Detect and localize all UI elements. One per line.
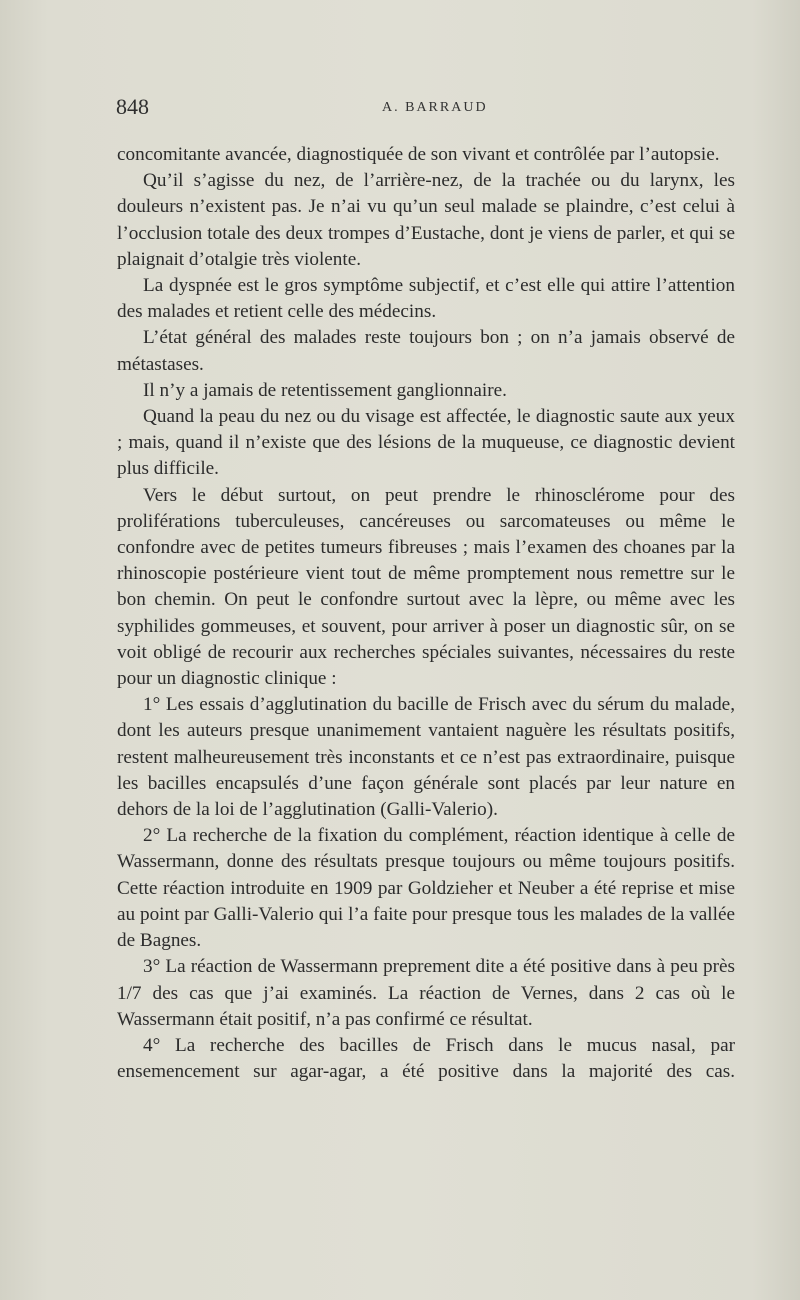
body-text [117, 142, 735, 1085]
page-header [116, 94, 736, 122]
paragraph: 2° La recherche de la fixation du complément, réaction identique à celle de Wassermann, donne des résultats presque toujours ou même toujours positifs. Cette réaction introduite en 1909 par Goldzieher et Neuber a été reprise et mise au point par Galli-Valerio qui l’a faite pour presque tous les malades de la vallée de Bagnes. [117, 825, 735, 952]
paragraph: 3° La réaction de Wassermann preprement dite a été positive dans à peu près 1/7 des cas que j’ai examinés. La réaction de Vernes, dans 2 cas où le Wassermann était positif, n’a pas confirmé ce résultat. [117, 956, 735, 1030]
paragraph: 4° La recherche des bacilles de Frisch dans le mucus nasal, par ensemencement sur agar-agar, a été positive dans la majorité des cas. [117, 1034, 735, 1083]
paragraph: La dyspnée est le gros symptôme subjectif, et c’est elle qui attire l’attention des malades et retient celle des médecins. [117, 275, 735, 323]
paragraph: Il n’y a jamais de retentissement ganglionnaire. [143, 379, 507, 401]
paragraph: Vers le début surtout, on peut prendre le rhinosclérome pour des proliférations tuberculeuses, cancéreuses ou sarcomateuses ou même le confondre avec de petites tumeurs fibreuses ; mais l’examen des choanes par la rhinoscopie postérieure vient tout de même promptement nous remettre sur le bon chemin. On peut le confondre surtout avec la lèpre, ou même avec les syphilides gommeuses, et souvent, pour arriver à poser un diagnostic sûr, on se voit obligé de recourir aux recherches spéciales suivantes, nécessaires du reste pour un diagnostic clinique : [117, 484, 735, 690]
running-head: A. BARRAUD [382, 100, 488, 115]
paragraph: L’état général des malades reste toujours bon ; on n’a jamais observé de métastases. [117, 327, 735, 375]
paragraph: 1° Les essais d’agglutination du bacille de Frisch avec du sérum du malade, dont les auteurs presque unanimement vantaient naguère les résultats positifs, restent malheureusement très inconstants et ce n’est pas extraordinaire, puisque les bacilles encapsulés d’une façon générale sont placés par leur nature en dehors de la loi de l’agglutination (Galli-Valerio). [117, 694, 735, 821]
page-number: 848 [116, 94, 149, 119]
paragraph: Qu’il s’agisse du nez, de l’arrière-nez, de la trachée ou du larynx, les douleurs n’existent pas. Je n’ai vu qu’un seul malade se plaindre, c’est celui à l’occlusion totale des deux trompes d’Eustache, dont je viens de parler, et qui se plaignait d’otalgie très violente. [117, 170, 735, 270]
paragraph: concomitante avancée, diagnostiquée de son vivant et contrôlée par l’autopsie. [117, 144, 720, 165]
paragraph: Quand la peau du nez ou du visage est affectée, le diagnostic saute aux yeux ; mais, quand il n’existe que des lésions de la muqueuse, ce diagnostic devient plus difficile. [117, 406, 735, 480]
